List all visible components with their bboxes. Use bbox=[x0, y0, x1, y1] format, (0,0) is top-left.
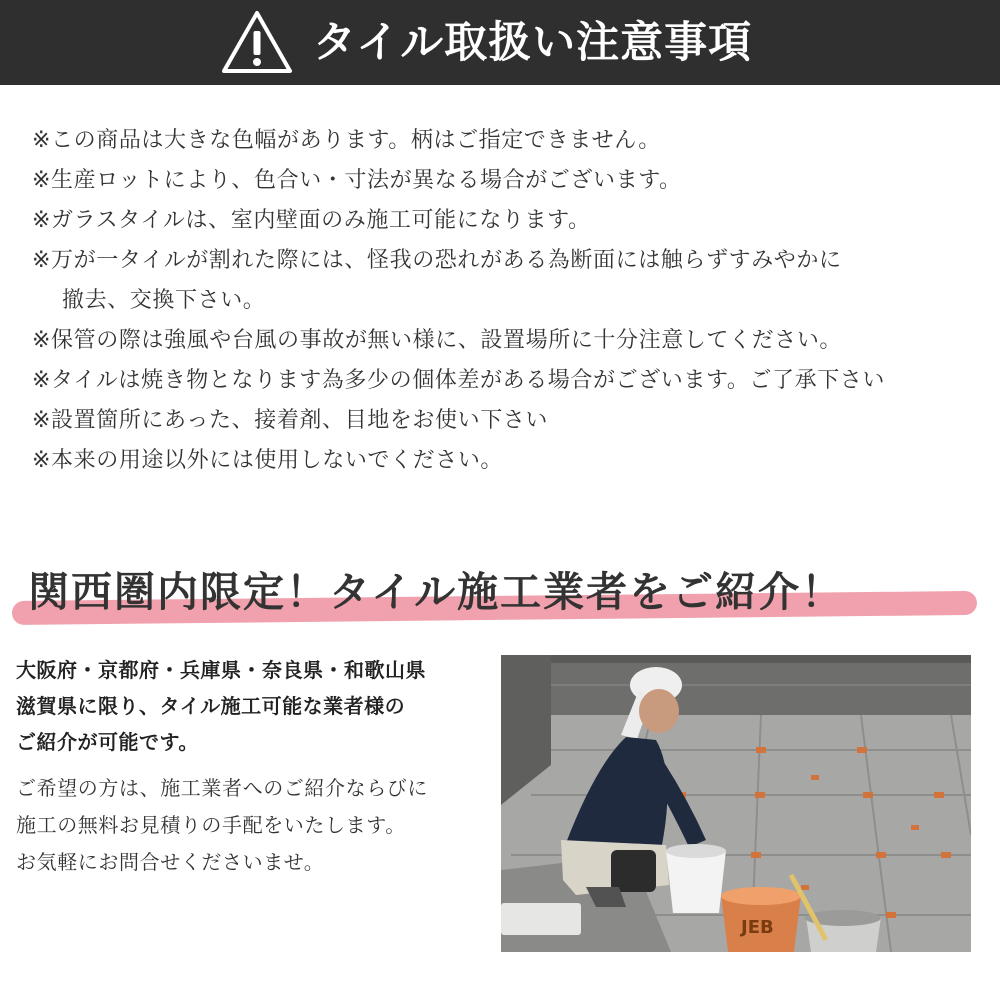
intro-line: ご紹介が可能です。 bbox=[16, 730, 199, 754]
description-line: ご希望の方は、施工業者へのご紹介ならびに bbox=[16, 776, 428, 800]
description-line: 施工の無料お見積りの手配をいたします。 bbox=[16, 813, 406, 837]
description-text bbox=[16, 770, 501, 881]
note-item: ※設置箇所にあった、接着剤、目地をお使い下さい bbox=[32, 408, 549, 433]
note-item-continuation: 撤去、交換下さい。 bbox=[62, 288, 266, 313]
note-item: ※タイルは焼き物となります為多少の個体差がある場合がございます。ご了承下さい bbox=[32, 368, 886, 393]
page-title: タイル取扱い注意事項 bbox=[313, 18, 753, 68]
note-item: ※保管の際は強風や台風の事故が無い様に、設置場所に十分注意してください。 bbox=[32, 328, 843, 353]
section-title: 関西圏内限定！タイル施工業者をご紹介！ bbox=[28, 568, 845, 616]
intro-text bbox=[16, 652, 501, 760]
notes-list bbox=[32, 121, 982, 481]
intro-line: 滋賀県に限り、タイル施工可能な業者様の bbox=[16, 694, 406, 718]
note-item: ※生産ロットにより、色合い・寸法が異なる場合がございます。 bbox=[32, 168, 682, 193]
note-item: ※本来の用途以外には使用しないでください。 bbox=[32, 448, 504, 473]
intro-line: 大阪府・京都府・兵庫県・奈良県・和歌山県 bbox=[16, 658, 426, 682]
warning-triangle-icon bbox=[220, 9, 294, 75]
header-banner bbox=[0, 0, 1000, 85]
tile-worker-photo bbox=[501, 655, 971, 952]
description-line: お気軽にお問合せくださいませ。 bbox=[16, 850, 325, 874]
note-item: ※万が一タイルが割れた際には、怪我の恐れがある為断面には触らずすみやかに bbox=[32, 248, 842, 273]
note-item: ※この商品は大きな色幅があります。柄はご指定できません。 bbox=[32, 128, 661, 153]
bucket-label: JEB bbox=[741, 917, 774, 938]
note-item: ※ガラスタイルは、室内壁面のみ施工可能になります。 bbox=[32, 208, 591, 233]
